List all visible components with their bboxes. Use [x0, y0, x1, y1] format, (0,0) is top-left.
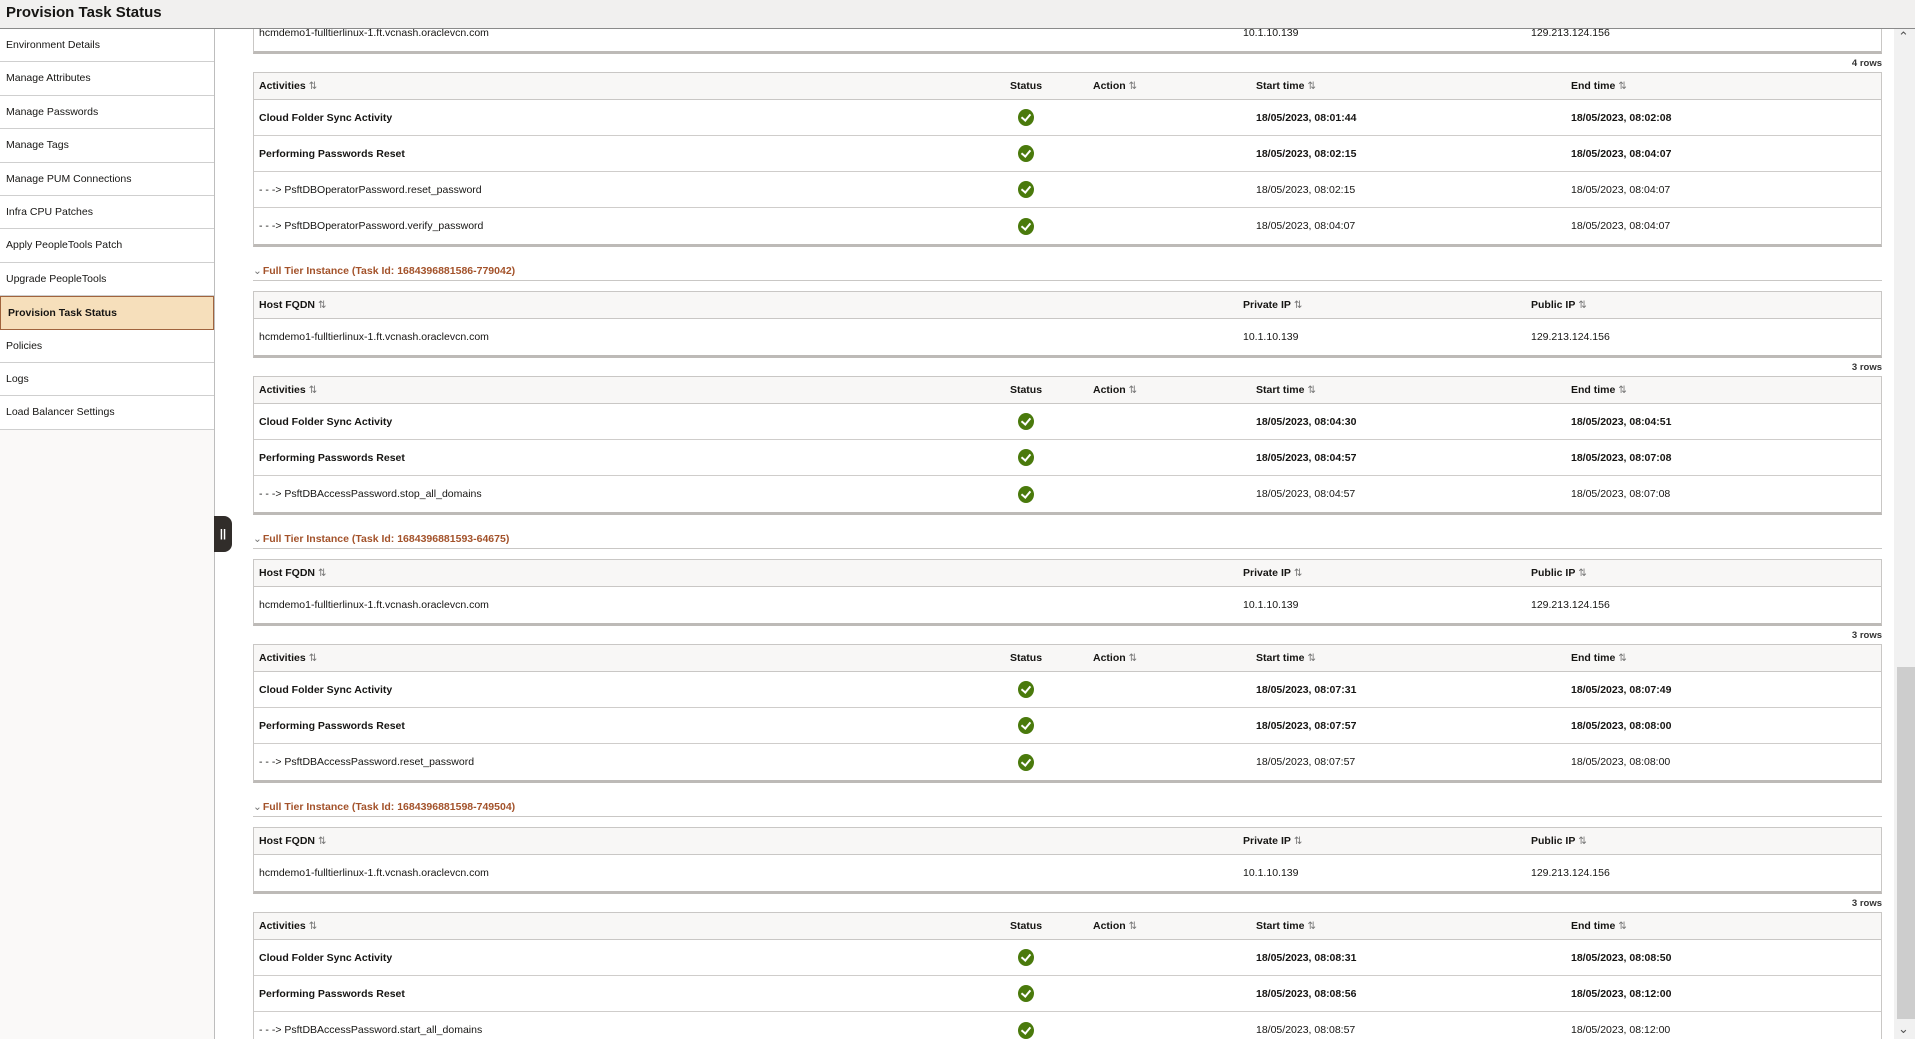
end-time: 18/05/2023, 08:08:50 — [1571, 951, 1672, 964]
end-time: 18/05/2023, 08:12:00 — [1571, 987, 1672, 1000]
public-ip: 129.213.124.156 — [1531, 331, 1610, 343]
end-time: 18/05/2023, 08:08:00 — [1571, 756, 1671, 768]
end-time-header-label: End time — [1571, 920, 1616, 932]
end-time: 18/05/2023, 08:04:51 — [1571, 415, 1672, 428]
end-time: 18/05/2023, 08:04:07 — [1571, 220, 1671, 232]
end-time: 18/05/2023, 08:08:00 — [1571, 719, 1672, 732]
sort-icon[interactable]: ⇅ — [1307, 81, 1316, 92]
private-ip-header-label: Private IP — [1243, 299, 1291, 311]
status-header: Status — [1009, 80, 1043, 92]
table-row — [254, 172, 1881, 208]
sidebar-item-infra-cpu-patches[interactable]: Infra CPU Patches — [0, 196, 214, 229]
success-check-icon — [1018, 109, 1034, 126]
private-ip: 10.1.10.139 — [1243, 331, 1299, 343]
top-host-table — [253, 29, 1882, 54]
divider — [253, 280, 1882, 281]
activity-name: Performing Passwords Reset — [259, 987, 405, 1000]
sidebar-item-logs[interactable]: Logs — [0, 363, 214, 396]
status-cell — [991, 145, 1061, 162]
start-time: 18/05/2023, 08:08:56 — [1256, 987, 1357, 1000]
sidebar-item-apply-peopletools-patch[interactable]: Apply PeopleTools Patch — [0, 229, 214, 262]
activity-name: Cloud Folder Sync Activity — [259, 111, 393, 124]
action-header[interactable] — [1061, 652, 1221, 664]
activity-name: Cloud Folder Sync Activity — [259, 951, 393, 964]
table-row — [254, 940, 1881, 976]
success-check-icon — [1018, 145, 1034, 162]
row-count: 3 rows — [1851, 898, 1882, 909]
private-ip-header-label: Private IP — [1243, 835, 1291, 847]
host-fqdn-header[interactable] — [254, 835, 1238, 847]
start-time-header-label: Start time — [1256, 384, 1305, 396]
host-table — [253, 559, 1882, 626]
sort-icon[interactable]: ⇅ — [1128, 921, 1138, 932]
end-time-header-label: End time — [1571, 80, 1616, 92]
end-time: 18/05/2023, 08:07:49 — [1571, 683, 1672, 696]
start-time-header[interactable] — [1221, 652, 1536, 664]
activities-header[interactable] — [254, 80, 991, 92]
sort-icon[interactable]: ⇅ — [318, 568, 327, 579]
activities-table — [253, 644, 1882, 783]
start-time: 18/05/2023, 08:07:57 — [1256, 756, 1356, 768]
sidebar-item-load-balancer-settings[interactable]: Load Balancer Settings — [0, 396, 214, 429]
table-header — [254, 377, 1881, 404]
private-ip-header-label: Private IP — [1243, 567, 1291, 579]
table-row — [254, 440, 1881, 476]
collapse-sidebar-handle[interactable] — [214, 516, 232, 552]
status-cell — [991, 681, 1061, 698]
status-cell — [991, 413, 1061, 430]
activity-name: - - -> PsftDBOperatorPassword.reset_password — [259, 183, 482, 196]
public-ip-header-label: Public IP — [1531, 567, 1576, 579]
private-ip: 10.1.10.139 — [1243, 599, 1299, 611]
success-check-icon — [1018, 754, 1034, 771]
start-time-header-label: Start time — [1256, 80, 1305, 92]
row-count: 3 rows — [1851, 362, 1882, 373]
end-time: 18/05/2023, 08:07:08 — [1571, 451, 1672, 464]
sidebar-item-manage-tags[interactable]: Manage Tags — [0, 129, 214, 162]
sort-icon[interactable]: ⇅ — [1618, 653, 1627, 664]
sort-icon[interactable]: ⇅ — [308, 385, 318, 396]
sidebar-nav — [0, 29, 215, 1039]
end-time: 18/05/2023, 08:04:07 — [1571, 183, 1671, 196]
sort-icon[interactable]: ⇅ — [1293, 568, 1303, 579]
private-ip-header[interactable] — [1238, 567, 1526, 579]
public-ip-header[interactable] — [1526, 567, 1881, 579]
sort-icon[interactable]: ⇅ — [1128, 653, 1138, 664]
status-header: Status — [1009, 384, 1043, 396]
host-fqdn-header-label: Host FQDN — [259, 567, 315, 579]
status-cell — [991, 985, 1061, 1002]
table-header — [254, 828, 1881, 855]
start-time: 18/05/2023, 08:02:15 — [1256, 183, 1356, 196]
table-header — [254, 645, 1881, 672]
end-time-header-label: End time — [1571, 384, 1616, 396]
status-cell — [991, 218, 1061, 235]
start-time: 18/05/2023, 08:02:15 — [1256, 147, 1357, 160]
status-cell — [991, 181, 1061, 198]
success-check-icon — [1018, 717, 1034, 734]
chevron-down-icon[interactable]: ⌄ — [253, 533, 262, 545]
table-row — [254, 976, 1881, 1012]
end-time: 18/05/2023, 08:12:00 — [1571, 1024, 1671, 1036]
table-row — [254, 208, 1881, 244]
private-ip: 10.1.10.139 — [1243, 867, 1299, 879]
chevron-down-icon[interactable]: ⌄ — [253, 265, 262, 277]
success-check-icon — [1018, 486, 1034, 503]
start-time: 18/05/2023, 08:04:57 — [1256, 488, 1356, 500]
private-ip-header[interactable] — [1238, 299, 1526, 311]
start-time: 18/05/2023, 08:04:30 — [1256, 415, 1357, 428]
main-content — [253, 29, 1882, 1039]
sort-icon[interactable]: ⇅ — [1293, 836, 1303, 847]
row-count: 4 rows — [1851, 58, 1882, 69]
section-header[interactable] — [253, 247, 1882, 291]
activities-header-label: Activities — [259, 652, 306, 664]
status-header: Status — [1009, 652, 1043, 664]
host-fqdn-header[interactable] — [254, 299, 1238, 311]
action-header-label: Action — [1093, 80, 1126, 92]
activity-name: Performing Passwords Reset — [259, 451, 405, 464]
sort-icon[interactable]: ⇅ — [308, 921, 318, 932]
activities-header[interactable] — [254, 652, 991, 664]
success-check-icon — [1018, 449, 1034, 466]
action-header[interactable] — [1061, 80, 1221, 92]
activity-name: - - -> PsftDBAccessPassword.stop_all_domains — [259, 488, 482, 500]
host-fqdn: hcmdemo1-fulltierlinux-1.ft.vcnash.oraclevcn.com — [259, 599, 489, 611]
public-ip-header-label: Public IP — [1531, 835, 1576, 847]
scroll-up-icon[interactable]: ⌃ — [1898, 29, 1909, 44]
section-title[interactable]: Full Tier Instance (Task Id: 1684396881593-64675) — [262, 533, 510, 545]
sort-icon[interactable]: ⇅ — [1618, 81, 1627, 92]
table-row — [254, 319, 1881, 355]
table-header — [254, 913, 1881, 940]
end-time: 18/05/2023, 08:04:07 — [1571, 147, 1672, 160]
status-header: Status — [1009, 920, 1043, 932]
status-cell — [991, 949, 1061, 966]
section-title[interactable]: Full Tier Instance (Task Id: 1684396881598-749504) — [262, 801, 516, 813]
end-time-header-label: End time — [1571, 652, 1616, 664]
table-row — [254, 476, 1881, 512]
sort-icon[interactable]: ⇅ — [1307, 653, 1316, 664]
scroll-down-icon[interactable]: ⌄ — [1898, 1021, 1909, 1036]
sort-icon[interactable]: ⇅ — [1578, 568, 1587, 579]
success-check-icon — [1018, 949, 1034, 966]
table-row — [254, 708, 1881, 744]
divider — [253, 548, 1882, 549]
sort-icon[interactable]: ⇅ — [1307, 385, 1316, 396]
action-header[interactable] — [1061, 384, 1221, 396]
status-cell — [991, 717, 1061, 734]
activity-name: Performing Passwords Reset — [259, 719, 405, 732]
status-cell — [991, 754, 1061, 771]
divider — [253, 816, 1882, 817]
start-time: 18/05/2023, 08:04:07 — [1256, 220, 1356, 232]
start-time-header[interactable] — [1221, 920, 1536, 932]
success-check-icon — [1018, 218, 1034, 235]
sidebar-item-policies[interactable]: Policies — [0, 330, 214, 363]
status-cell — [991, 486, 1061, 503]
sort-icon[interactable]: ⇅ — [1128, 81, 1138, 92]
success-check-icon — [1018, 681, 1034, 698]
activities-table — [253, 912, 1882, 1039]
table-row — [254, 672, 1881, 708]
page-header — [0, 0, 1915, 29]
public-ip: 129.213.124.156 — [1531, 29, 1610, 39]
drag-handle-icon: || — [219, 528, 227, 540]
activities-table — [253, 376, 1882, 515]
end-time-header[interactable] — [1536, 384, 1881, 396]
activity-name: Performing Passwords Reset — [259, 147, 405, 160]
host-fqdn-header-label: Host FQDN — [259, 835, 315, 847]
success-check-icon — [1018, 181, 1034, 198]
sort-icon[interactable]: ⇅ — [1293, 300, 1303, 311]
sidebar-item-manage-passwords[interactable]: Manage Passwords — [0, 96, 214, 129]
host-fqdn: hcmdemo1-fulltierlinux-1.ft.vcnash.oraclevcn.com — [259, 331, 489, 343]
action-header[interactable] — [1061, 920, 1221, 932]
start-time-header[interactable] — [1221, 384, 1536, 396]
host-table — [253, 291, 1882, 358]
start-time: 18/05/2023, 08:01:44 — [1256, 111, 1357, 124]
host-fqdn: hcmdemo1-fulltierlinux-1.ft.vcnash.oraclevcn.com — [259, 867, 489, 879]
action-header-label: Action — [1093, 652, 1126, 664]
public-ip: 129.213.124.156 — [1531, 599, 1610, 611]
activities-header[interactable] — [254, 920, 991, 932]
table-row — [254, 587, 1881, 623]
start-time: 18/05/2023, 08:08:31 — [1256, 951, 1357, 964]
sidebar-item-provision-task-status[interactable]: Provision Task Status — [0, 296, 214, 329]
end-time: 18/05/2023, 08:07:08 — [1571, 488, 1671, 500]
activities-header-label: Activities — [259, 80, 306, 92]
table-row — [254, 1012, 1881, 1039]
start-time: 18/05/2023, 08:08:57 — [1256, 1024, 1356, 1036]
chevron-down-icon[interactable]: ⌄ — [253, 801, 262, 813]
activity-name: Cloud Folder Sync Activity — [259, 683, 393, 696]
activity-name: - - -> PsftDBAccessPassword.reset_password — [259, 756, 475, 768]
success-check-icon — [1018, 1022, 1034, 1039]
table-header — [254, 292, 1881, 319]
action-header-label: Action — [1093, 384, 1126, 396]
host-fqdn: hcmdemo1-fulltierlinux-1.ft.vcnash.oraclevcn.com — [259, 29, 489, 39]
activities-header[interactable] — [254, 384, 991, 396]
action-header-label: Action — [1093, 920, 1126, 932]
start-time: 18/05/2023, 08:04:57 — [1256, 451, 1357, 464]
section-title[interactable]: Full Tier Instance (Task Id: 1684396881586-779042) — [262, 265, 516, 277]
table-row — [254, 29, 1881, 51]
activities-header-label: Activities — [259, 920, 306, 932]
start-time-header[interactable] — [1221, 80, 1536, 92]
private-ip: 10.1.10.139 — [1243, 29, 1299, 39]
status-cell — [991, 1022, 1061, 1039]
success-check-icon — [1018, 985, 1034, 1002]
activities-header-label: Activities — [259, 384, 306, 396]
sort-icon[interactable]: ⇅ — [1578, 836, 1587, 847]
host-table — [253, 827, 1882, 894]
status-cell — [991, 449, 1061, 466]
start-time-header-label: Start time — [1256, 920, 1305, 932]
start-time: 18/05/2023, 08:07:31 — [1256, 683, 1357, 696]
end-time: 18/05/2023, 08:02:08 — [1571, 111, 1672, 124]
table-header — [254, 73, 1881, 100]
public-ip-header[interactable] — [1526, 299, 1881, 311]
end-time-header[interactable] — [1536, 920, 1881, 932]
activity-name: Cloud Folder Sync Activity — [259, 415, 393, 428]
start-time-header-label: Start time — [1256, 652, 1305, 664]
sort-icon[interactable]: ⇅ — [1618, 385, 1627, 396]
page-title: Provision Task Status — [6, 4, 162, 21]
end-time-header[interactable] — [1536, 652, 1881, 664]
activities-table — [253, 72, 1882, 247]
sidebar-item-manage-pum-connections[interactable]: Manage PUM Connections — [0, 163, 214, 196]
sort-icon[interactable]: ⇅ — [318, 300, 327, 311]
status-cell — [991, 109, 1061, 126]
table-row — [254, 744, 1881, 780]
start-time: 18/05/2023, 08:07:57 — [1256, 719, 1357, 732]
end-time-header[interactable] — [1536, 80, 1881, 92]
vertical-scrollbar[interactable] — [1894, 29, 1915, 1039]
host-fqdn-header[interactable] — [254, 567, 1238, 579]
sidebar-item-upgrade-peopletools[interactable]: Upgrade PeopleTools — [0, 263, 214, 296]
row-count: 3 rows — [1851, 630, 1882, 641]
sort-icon[interactable]: ⇅ — [308, 81, 318, 92]
table-row — [254, 136, 1881, 172]
sort-icon[interactable]: ⇅ — [1307, 921, 1316, 932]
public-ip: 129.213.124.156 — [1531, 867, 1610, 879]
private-ip-header[interactable] — [1238, 835, 1526, 847]
section-header[interactable] — [253, 783, 1882, 827]
section-header[interactable] — [253, 515, 1882, 559]
public-ip-header-label: Public IP — [1531, 299, 1576, 311]
public-ip-header[interactable] — [1526, 835, 1881, 847]
sort-icon[interactable]: ⇅ — [318, 836, 327, 847]
sidebar-item-manage-attributes[interactable]: Manage Attributes — [0, 62, 214, 95]
sort-icon[interactable]: ⇅ — [1618, 921, 1627, 932]
sort-icon[interactable]: ⇅ — [308, 653, 318, 664]
table-row — [254, 404, 1881, 440]
host-fqdn-header-label: Host FQDN — [259, 299, 315, 311]
activity-name: - - -> PsftDBAccessPassword.start_all_domains — [259, 1024, 483, 1036]
success-check-icon — [1018, 413, 1034, 430]
sidebar-item-environment-details[interactable]: Environment Details — [0, 29, 214, 62]
table-header — [254, 560, 1881, 587]
sort-icon[interactable]: ⇅ — [1578, 300, 1587, 311]
table-row — [254, 855, 1881, 891]
scrollbar-thumb[interactable] — [1897, 667, 1915, 1019]
activity-name: - - -> PsftDBOperatorPassword.verify_password — [259, 220, 484, 232]
table-row — [254, 100, 1881, 136]
sort-icon[interactable]: ⇅ — [1128, 385, 1138, 396]
